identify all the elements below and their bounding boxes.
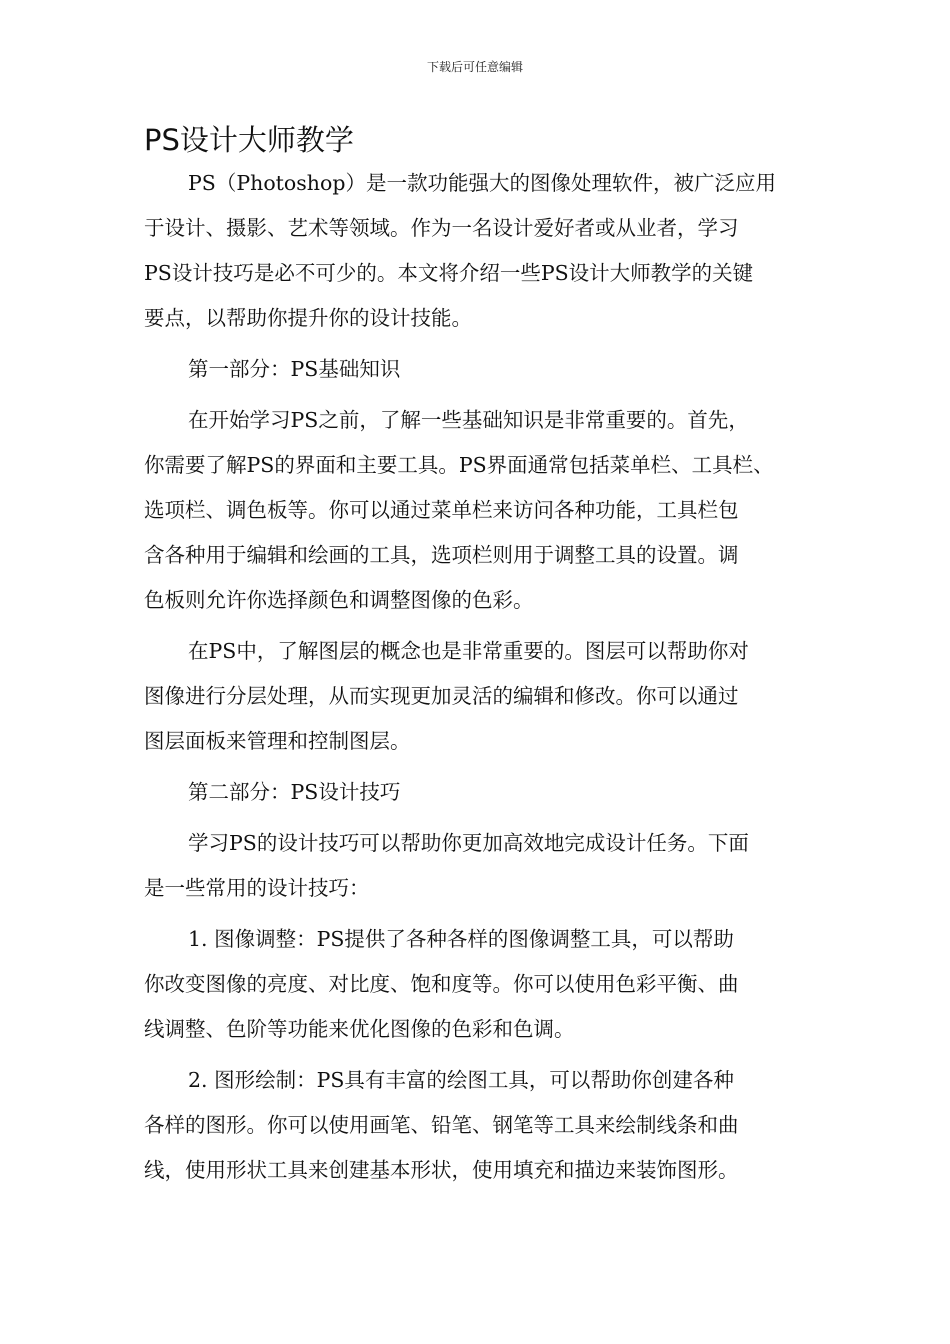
- section-heading: 第二部分：PS设计技巧: [188, 780, 401, 804]
- list-item-line: 你改变图像的亮度、对比度、饱和度等。你可以使用色彩平衡、曲: [144, 972, 739, 996]
- paragraph-line: PS设计技巧是必不可少的。本文将介绍一些PS设计大师教学的关键: [144, 261, 754, 285]
- paragraph-line: 是一些常用的设计技巧：: [144, 876, 370, 900]
- paragraph-line: 色板则允许你选择颜色和调整图像的色彩。: [144, 588, 534, 612]
- paragraph-line: 选项栏、调色板等。你可以通过菜单栏来访问各种功能，工具栏包: [144, 498, 739, 522]
- list-item-line: 各样的图形。你可以使用画笔、铅笔、钢笔等工具来绘制线条和曲: [144, 1113, 739, 1137]
- paragraph-line: 在开始学习PS之前，了解一些基础知识是非常重要的。首先，: [188, 408, 749, 432]
- paragraph-line: 含各种用于编辑和绘画的工具，选项栏则用于调整工具的设置。调: [144, 543, 739, 567]
- header-note: 下载后可任意编辑: [426, 60, 523, 74]
- document-title: PS设计大师教学: [144, 123, 354, 157]
- paragraph-line: 在PS中，了解图层的概念也是非常重要的。图层可以帮助你对: [188, 639, 749, 663]
- paragraph-line: 图像进行分层处理，从而实现更加灵活的编辑和修改。你可以通过: [144, 684, 739, 708]
- paragraph-line: 于设计、摄影、艺术等领域。作为一名设计爱好者或从业者，学习: [144, 216, 739, 240]
- paragraph-line: PS（Photoshop）是一款功能强大的图像处理软件，被广泛应用: [188, 171, 776, 195]
- paragraph-line: 你需要了解PS的界面和主要工具。PS界面通常包括菜单栏、工具栏、: [144, 453, 774, 477]
- list-item-line: 1. 图像调整：PS提供了各种各样的图像调整工具，可以帮助: [188, 927, 734, 951]
- list-item-line: 线调整、色阶等功能来优化图像的色彩和色调。: [144, 1017, 575, 1041]
- paragraph-line: 图层面板来管理和控制图层。: [144, 729, 411, 753]
- section-heading: 第一部分：PS基础知识: [188, 357, 401, 381]
- paragraph-line: 要点，以帮助你提升你的设计技能。: [144, 306, 472, 330]
- list-item-line: 2. 图形绘制：PS具有丰富的绘图工具，可以帮助你创建各种: [188, 1068, 734, 1092]
- list-item-line: 线，使用形状工具来创建基本形状，使用填充和描边来装饰图形。: [144, 1158, 739, 1182]
- paragraph-line: 学习PS的设计技巧可以帮助你更加高效地完成设计任务。下面: [188, 831, 749, 855]
